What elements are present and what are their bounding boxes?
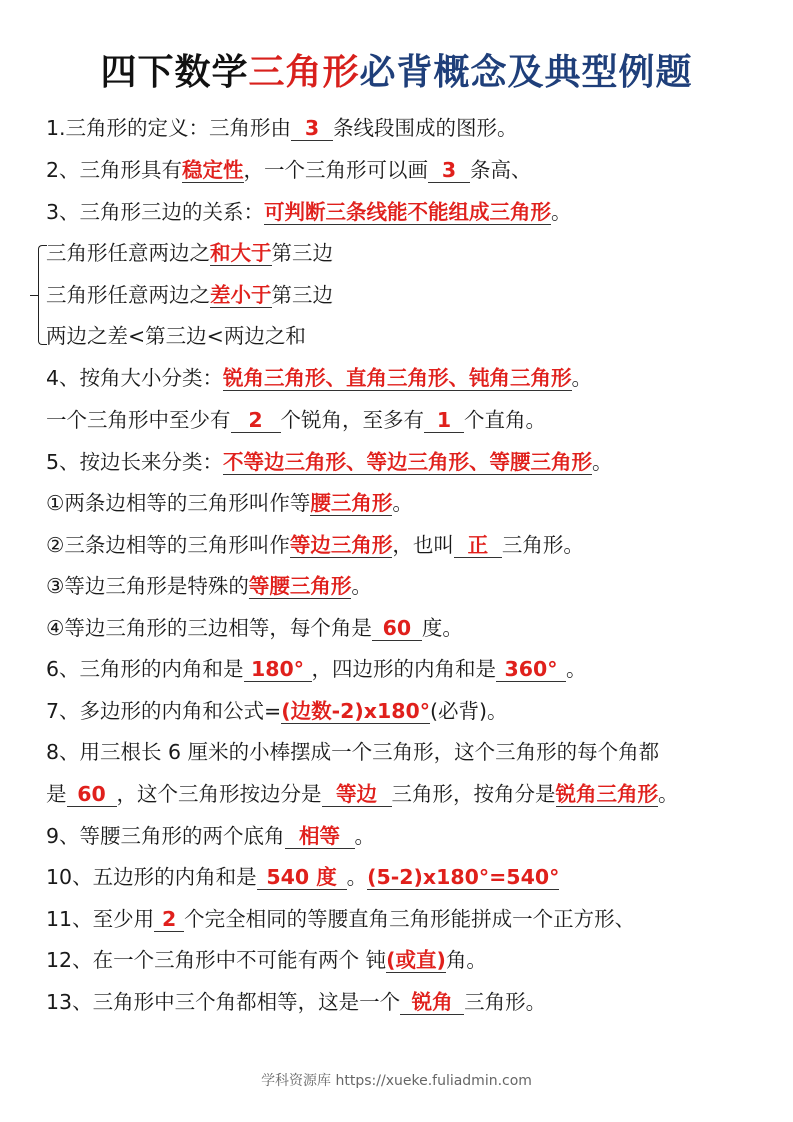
answer-blank: 540 度: [257, 865, 347, 890]
text: 1.三角形的定义：三角形由: [46, 116, 292, 140]
text: 13、三角形中三个角都相等，这是一个: [46, 990, 401, 1014]
line-17: [46, 779, 679, 809]
line-7: [46, 363, 592, 393]
text: 三角形任意两边之: [46, 241, 210, 265]
answer-blank: 180°: [244, 657, 312, 682]
text: 。: [566, 657, 587, 681]
answer-blank: 锐角: [400, 990, 464, 1015]
line-1: [46, 113, 518, 143]
text: 2、三角形具有: [46, 158, 183, 182]
text: ③等边三角形是特殊的: [46, 574, 249, 598]
answer-underlined: 锐角三角形、直角三角形、钝角三角形: [223, 366, 572, 390]
text: 三角形任意两边之: [46, 283, 210, 307]
answer-blank: 3: [291, 116, 333, 141]
line-6: [46, 321, 306, 351]
answer-blank: 60: [67, 782, 117, 807]
text: 11、至少用: [46, 907, 155, 931]
text: 角。: [445, 948, 487, 972]
text: ，也叫: [392, 533, 454, 557]
text: 10、五边形的内角和是: [46, 865, 257, 889]
text: 5、按边长来分类：: [46, 450, 224, 474]
text: 是: [46, 782, 67, 806]
answer-blank: 2: [154, 907, 184, 932]
text: 三角形。: [501, 533, 584, 557]
line-10: [46, 488, 413, 518]
text: 。: [658, 782, 679, 806]
text: 两边之差<第三边<两边之和: [46, 324, 306, 348]
answer-blank: 等边: [322, 782, 392, 807]
text: 6、三角形的内角和是: [46, 657, 244, 681]
title-part-1: 四下数学: [100, 52, 249, 93]
line-4: [46, 238, 333, 268]
text: 。: [351, 574, 372, 598]
line-20: [46, 904, 635, 934]
text: ，这个三角形按边分是: [116, 782, 322, 806]
text: 。: [592, 450, 613, 474]
line-3: [46, 197, 572, 227]
title-part-2: 三角形: [248, 52, 360, 93]
answer-underlined: 等腰三角形: [248, 574, 352, 598]
answer-underlined: (5-2)x180°=540°: [367, 865, 560, 889]
line-8: [46, 405, 546, 435]
line-18: [46, 821, 375, 851]
text: 。: [392, 491, 413, 515]
text: 4、按角大小分类：: [46, 366, 224, 390]
answer-underlined: 锐角三角形: [555, 782, 658, 806]
line-12: [46, 571, 372, 601]
line-2: [46, 155, 532, 185]
text: 3、三角形三边的关系：: [46, 200, 265, 224]
text: ④等边三角形的三边相等，每个角是: [46, 616, 372, 640]
text: 。: [571, 366, 593, 390]
text: 三角形。: [464, 990, 547, 1014]
text: 9、等腰三角形的两个底角: [46, 824, 285, 848]
text: 一个三角形中至少有: [46, 408, 231, 432]
answer-blank: 正: [454, 533, 502, 558]
brace-tick: [30, 295, 38, 296]
line-9: [46, 447, 613, 477]
answer-underlined: 稳定性: [182, 158, 244, 182]
text: (必背)。: [430, 699, 508, 723]
text: 个完全相同的等腰直角三角形能拼成一个正方形、: [184, 907, 636, 931]
line-11: [46, 530, 584, 560]
title-part-3: 必背概念及典型例题: [359, 52, 693, 93]
text: 条高、: [470, 158, 532, 182]
answer-underlined: (边数-2)x180°: [281, 699, 431, 723]
line-22: [46, 987, 546, 1017]
text: 个直角。: [464, 408, 546, 432]
text: 12、在一个三角形中不可能有两个 钝: [46, 948, 387, 972]
answer-blank: 1: [424, 408, 464, 433]
answer-blank: 60: [372, 616, 422, 641]
text: 。: [346, 865, 368, 889]
line-13: [46, 613, 463, 643]
text: 度。: [421, 616, 463, 640]
text: ①两条边相等的三角形叫作等: [46, 491, 311, 515]
page-title: [0, 44, 793, 95]
text: 。: [354, 824, 376, 848]
answer-underlined: 腰三角形: [310, 491, 393, 515]
answer-underlined: 差小于: [210, 283, 272, 307]
answer-blank: 3: [428, 158, 470, 183]
answer-blank: 相等: [285, 824, 355, 849]
text: 7、多边形的内角和公式=: [46, 699, 282, 723]
text: 条线段围成的图形。: [333, 116, 518, 140]
line-5: [46, 280, 333, 310]
line-21: [46, 945, 487, 975]
text: 第三边: [271, 241, 333, 265]
answer-underlined: 和大于: [210, 241, 272, 265]
text: 三角形，按角分是: [391, 782, 556, 806]
line-14: [46, 654, 587, 684]
text: 个锐角，至多有: [280, 408, 424, 432]
answer-blank: 360°: [496, 657, 566, 682]
answer-underlined: 等边三角形: [289, 533, 393, 557]
answer-underlined: (或直): [386, 948, 446, 972]
text: 。: [551, 200, 572, 224]
answer-blank: 2: [231, 408, 281, 433]
line-19: [46, 862, 559, 892]
line-16: [46, 737, 659, 767]
answer-underlined: 不等边三角形、等边三角形、等腰三角形: [223, 450, 593, 474]
answer-underlined: 可判断三条线能不能组成三角形: [264, 200, 552, 224]
text: 8、用三根长 6 厘米的小棒摆成一个三角形，这个三角形的每个角都: [46, 740, 660, 764]
text: 第三边: [271, 283, 333, 307]
text: ②三条边相等的三角形叫作: [46, 533, 290, 557]
footer-source: 学科资源库 https://xueke.fuliadmin.com: [261, 1073, 532, 1089]
text: ，四边形的内角和是: [311, 657, 497, 681]
text: ，一个三角形可以画: [243, 158, 429, 182]
line-15: [46, 696, 508, 726]
